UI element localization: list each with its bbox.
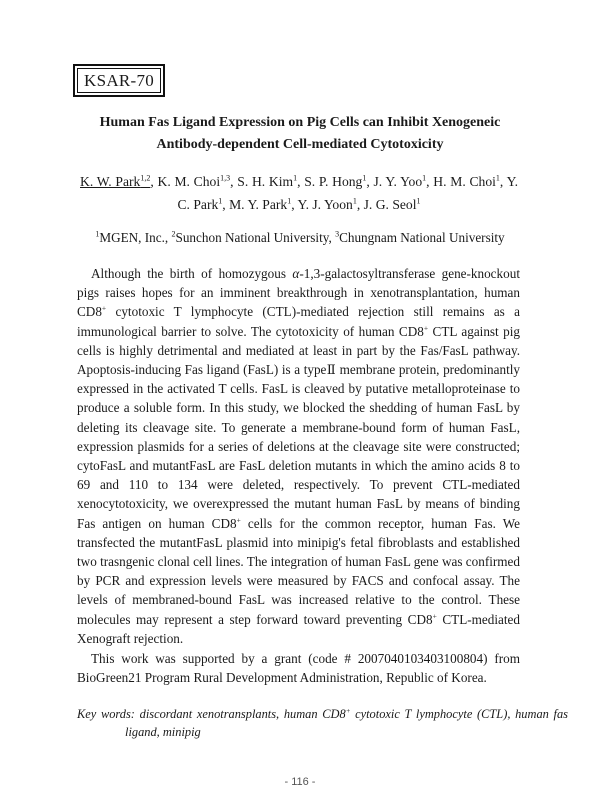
author-sep: , [291,197,298,212]
affiliations [60,228,540,248]
superscript-plus: + [423,323,429,333]
author-sep: , [222,197,230,212]
author-name: K. M. Choi [157,174,221,189]
affil-number: 1 [95,229,100,239]
keywords [77,705,568,741]
keywords-text: cytotoxic T lymphocyte (CTL), human fas ligand, minipig [125,707,568,739]
affil-number: 3 [335,229,340,239]
author-sep: , [356,197,364,212]
author-name: S. H. Kim [237,174,294,189]
author-name: H. M. Choi [433,174,496,189]
abstract-text: CTL-mediated Xenograft rejection. [77,611,520,646]
superscript-plus: + [101,304,107,314]
abstract-text: CTL against pig cells is highly detrimental and mediated at least in part by the Fas/FasL pathway. Apoptosis-inducing Fas ligand (FasL) is a typeⅡ membrane protein, predominantly expressed in the activated T cells. FasL is cleaved by putative metalloproteinase to produce a soluble form. In this study, we blocked the shedding of human FasL by deleting its cleavage site. To generate a membrane-bound form of human FasL, expression plasmids for a series of deletions at the cleavage site were constructed; cytoFasL and mutantFasL are FasL deletion mutants in which the amino acids 8 to 69 and 110 to 134 were deleted, respectively. To prevent CTL-mediated xenocytotoxicity, we overexpressed the mutant human FasL by means of binding Fas antigen on human CD8 [77,323,520,531]
author-name: S. P. Hong [304,174,363,189]
author-affil: 1 [416,196,421,206]
keywords-text: discordant xenotransplants, human CD8 [139,707,346,721]
abstract-code: KSAR-70 [77,68,161,93]
author-name: Y. C. Park [177,174,519,212]
author-list [80,170,518,216]
author-affil: 1 [495,173,500,183]
author-name: Y. J. Yoon [297,197,353,212]
affil-name: Chungnam National University [339,230,505,245]
affil-name: MGEN, Inc., [99,230,172,245]
author-sep: , [426,174,434,189]
first-author-affil: 1,2 [140,173,151,183]
author-name: M. Y. Park [229,197,288,212]
affil-number: 2 [171,229,176,239]
first-author [80,174,150,189]
author-name: J. G. Seol [363,197,417,212]
first-author-name: K. W. Park [80,174,141,189]
abstract-text: Although the birth of homozygous [91,266,293,281]
abstract-text: cytotoxic T lymphocyte (CTL)-mediated rejection still remains as a immunological barrier to solve. The cytotoxicity of human CD8 [77,304,520,339]
page-number: - 116 - [284,776,316,788]
abstract-text: cells for the common receptor, human Fas. We transfected the mutantFasL plasmid into minipig's fetal fibroblasts and established two trasngenic clonal cell lines. The integration of human FasL gene was confirmed by PCR and expression levels were measured by FACS and confocal assay. The levels of membraned-bound FasL was increased relative to the control. These molecules may represent a step forward toward preventing CD8 [77,515,520,627]
superscript-plus: + [432,611,437,621]
superscript-plus: + [345,706,351,715]
paper-title [60,112,540,156]
funding-statement: This work was supported by a grant (code # 20070401034031​00804) from BioGreen21 Program Rural Development Administration, Republic of Korea. [77,651,520,686]
keywords-label: Key words: [77,707,140,721]
title-line-1: Human Fas Ligand Expression on Pig Cells can Inhibit Xenogeneic [99,115,501,130]
affil-name: Sunchon National University, [175,230,336,245]
author-sep: , [297,174,305,189]
author-sep: , [230,174,238,189]
title-line-2: Antibody-dependent Cell-mediated Cytotoxicity [156,137,444,152]
abstract-text: -1,3-galactosyltransferase gene-knockout pigs raises hopes for an imminent breakthrough in xenotransplantation, human CD8 [77,266,520,320]
abstract-body [77,264,520,648]
author-sep: , [366,174,374,189]
author-affil: 1 [293,173,298,183]
author-affil: 1 [362,173,367,183]
superscript-plus: + [236,515,241,525]
abstract-code-box [73,64,165,97]
author-affil: 1,3 [220,173,231,183]
author-sep: , [499,174,507,189]
alpha-symbol: α [292,266,300,281]
author-affil: 1 [352,196,357,206]
author-affil: 1 [422,173,427,183]
author-sep: , [150,174,158,189]
author-name: J. Y. Yoo [373,174,423,189]
author-affil: 1 [218,196,223,206]
author-affil: 1 [287,196,292,206]
